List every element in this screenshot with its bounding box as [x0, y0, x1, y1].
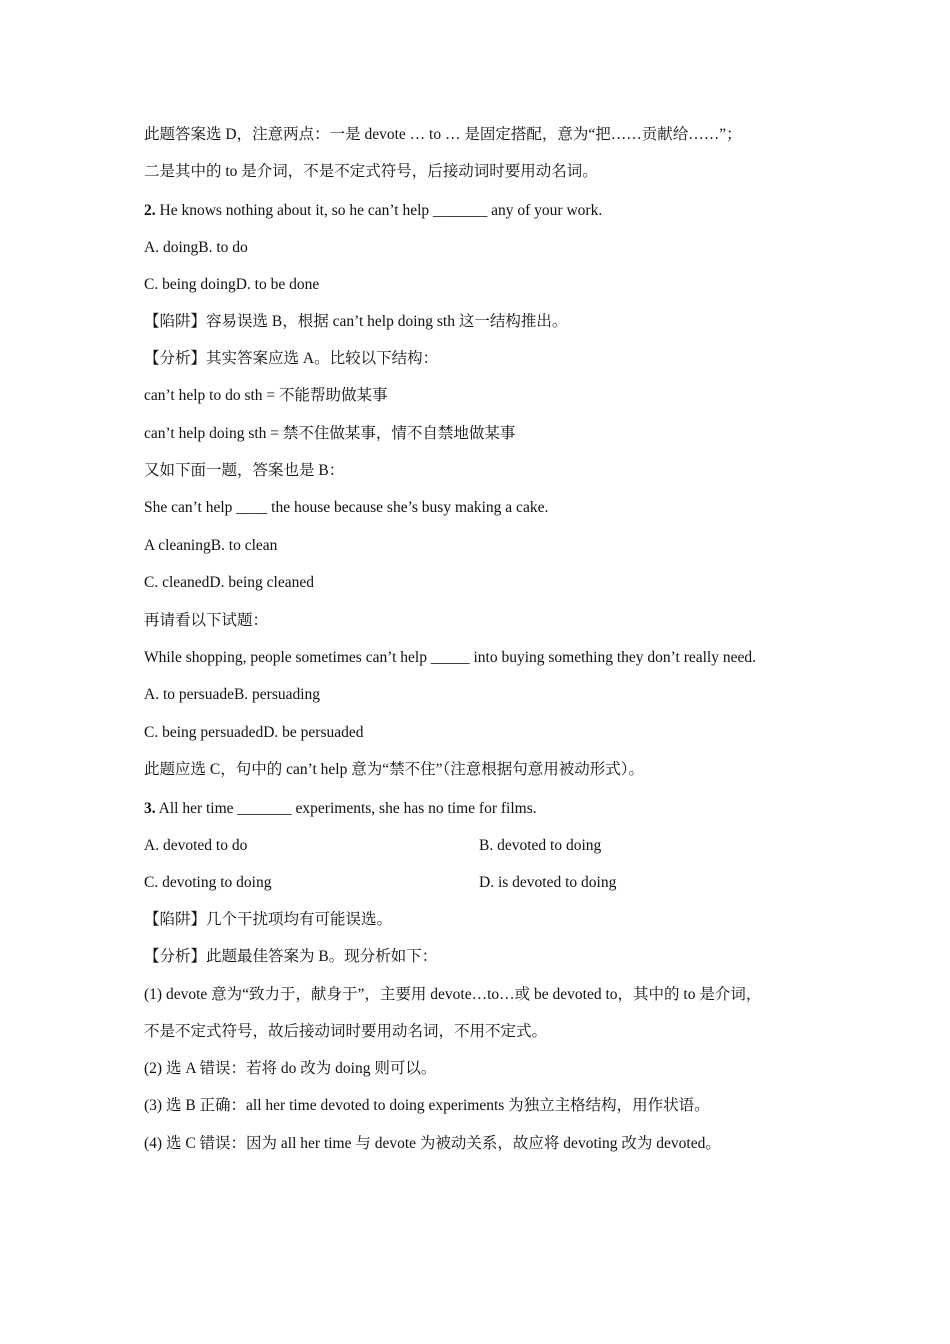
q2-ex2-question: While shopping, people sometimes can’t help _____ into buying something they don’t really need.: [144, 649, 757, 666]
q2-options-row-1: A. doingB. to do: [144, 239, 248, 256]
q3-options-row-1: [144, 836, 602, 856]
q2-ex2-options-row-2: C. being persuadedD. be persuaded: [144, 724, 364, 741]
q3-point-1b: 不是不定式符号，故后接动词时要用动名词，不用不定式。: [144, 1023, 548, 1040]
q2-ex1-options-row-2: C. cleanedD. being cleaned: [144, 574, 314, 591]
q3-text: All her time _______ experiments, she has no time for films.: [155, 800, 537, 817]
q1-answer-line-1: 此题答案选 D，注意两点：一是 devote … to … 是固定搭配，意为“把……贡献给……”；: [144, 126, 742, 143]
q3-analysis: 【分析】此题最佳答案为 B。现分析如下：: [144, 948, 438, 965]
q2-number: 2.: [144, 202, 156, 219]
q2-another: 又如下面一题，答案也是 B：: [144, 462, 345, 479]
q1-answer-line-2: 二是其中的 to 是介词，不是不定式符号，后接动词时要用动名词。: [144, 163, 598, 180]
q2-ex2-options-row-1: A. to persuadeB. persuading: [144, 686, 321, 703]
q3-point-2: (2) 选 A 错误：若将 do 改为 doing 则可以。: [144, 1060, 437, 1077]
q3-number: 3.: [144, 800, 156, 817]
q2-question: [144, 201, 602, 221]
q3-option-a: A. devoted to do: [144, 837, 248, 854]
q2-compare-1: can’t help to do sth = 不能帮助做某事: [144, 387, 388, 404]
q3-point-4: (4) 选 C 错误：因为 all her time 与 devote 为被动关系，故应将 devoting 改为 devoted。: [144, 1135, 721, 1152]
q2-compare-2: can’t help doing sth = 禁不住做某事，情不自禁地做某事: [144, 425, 516, 442]
q2-ex1-options-row-1: A cleaningB. to clean: [144, 537, 278, 554]
q2-ex1-question: She can’t help ____ the house because she’s busy making a cake.: [144, 499, 549, 516]
q3-option-c: C. devoting to doing: [144, 874, 272, 891]
q3-question: [144, 799, 537, 819]
q2-options-row-2: C. being doingD. to be done: [144, 276, 320, 293]
q3-trap: 【陷阱】几个干扰项均有可能误选。: [144, 911, 393, 928]
q3-options-row-2: [144, 873, 617, 893]
q3-point-1a: (1) devote 意为“致力于，献身于”，主要用 devote…to…或 be devoted to，其中的 to 是介词，: [144, 986, 762, 1003]
q3-option-b: B. devoted to doing: [479, 837, 602, 854]
q2-conclusion: 此题应选 C，句中的 can’t help 意为“禁不住”（注意根据句意用被动形式）。: [144, 761, 644, 778]
q2-trap: 【陷阱】容易误选 B，根据 can’t help doing sth 这一结构推出。: [144, 313, 568, 330]
q2-text: He knows nothing about it, so he can’t help _______ any of your work.: [155, 202, 603, 219]
q3-option-d: D. is devoted to doing: [479, 874, 617, 891]
q2-analysis: 【分析】其实答案应选 A。比较以下结构：: [144, 350, 439, 367]
q3-point-3: (3) 选 B 正确：all her time devoted to doing experiments 为独立主格结构，用作状语。: [144, 1097, 710, 1114]
q2-more: 再请看以下试题：: [144, 612, 269, 629]
